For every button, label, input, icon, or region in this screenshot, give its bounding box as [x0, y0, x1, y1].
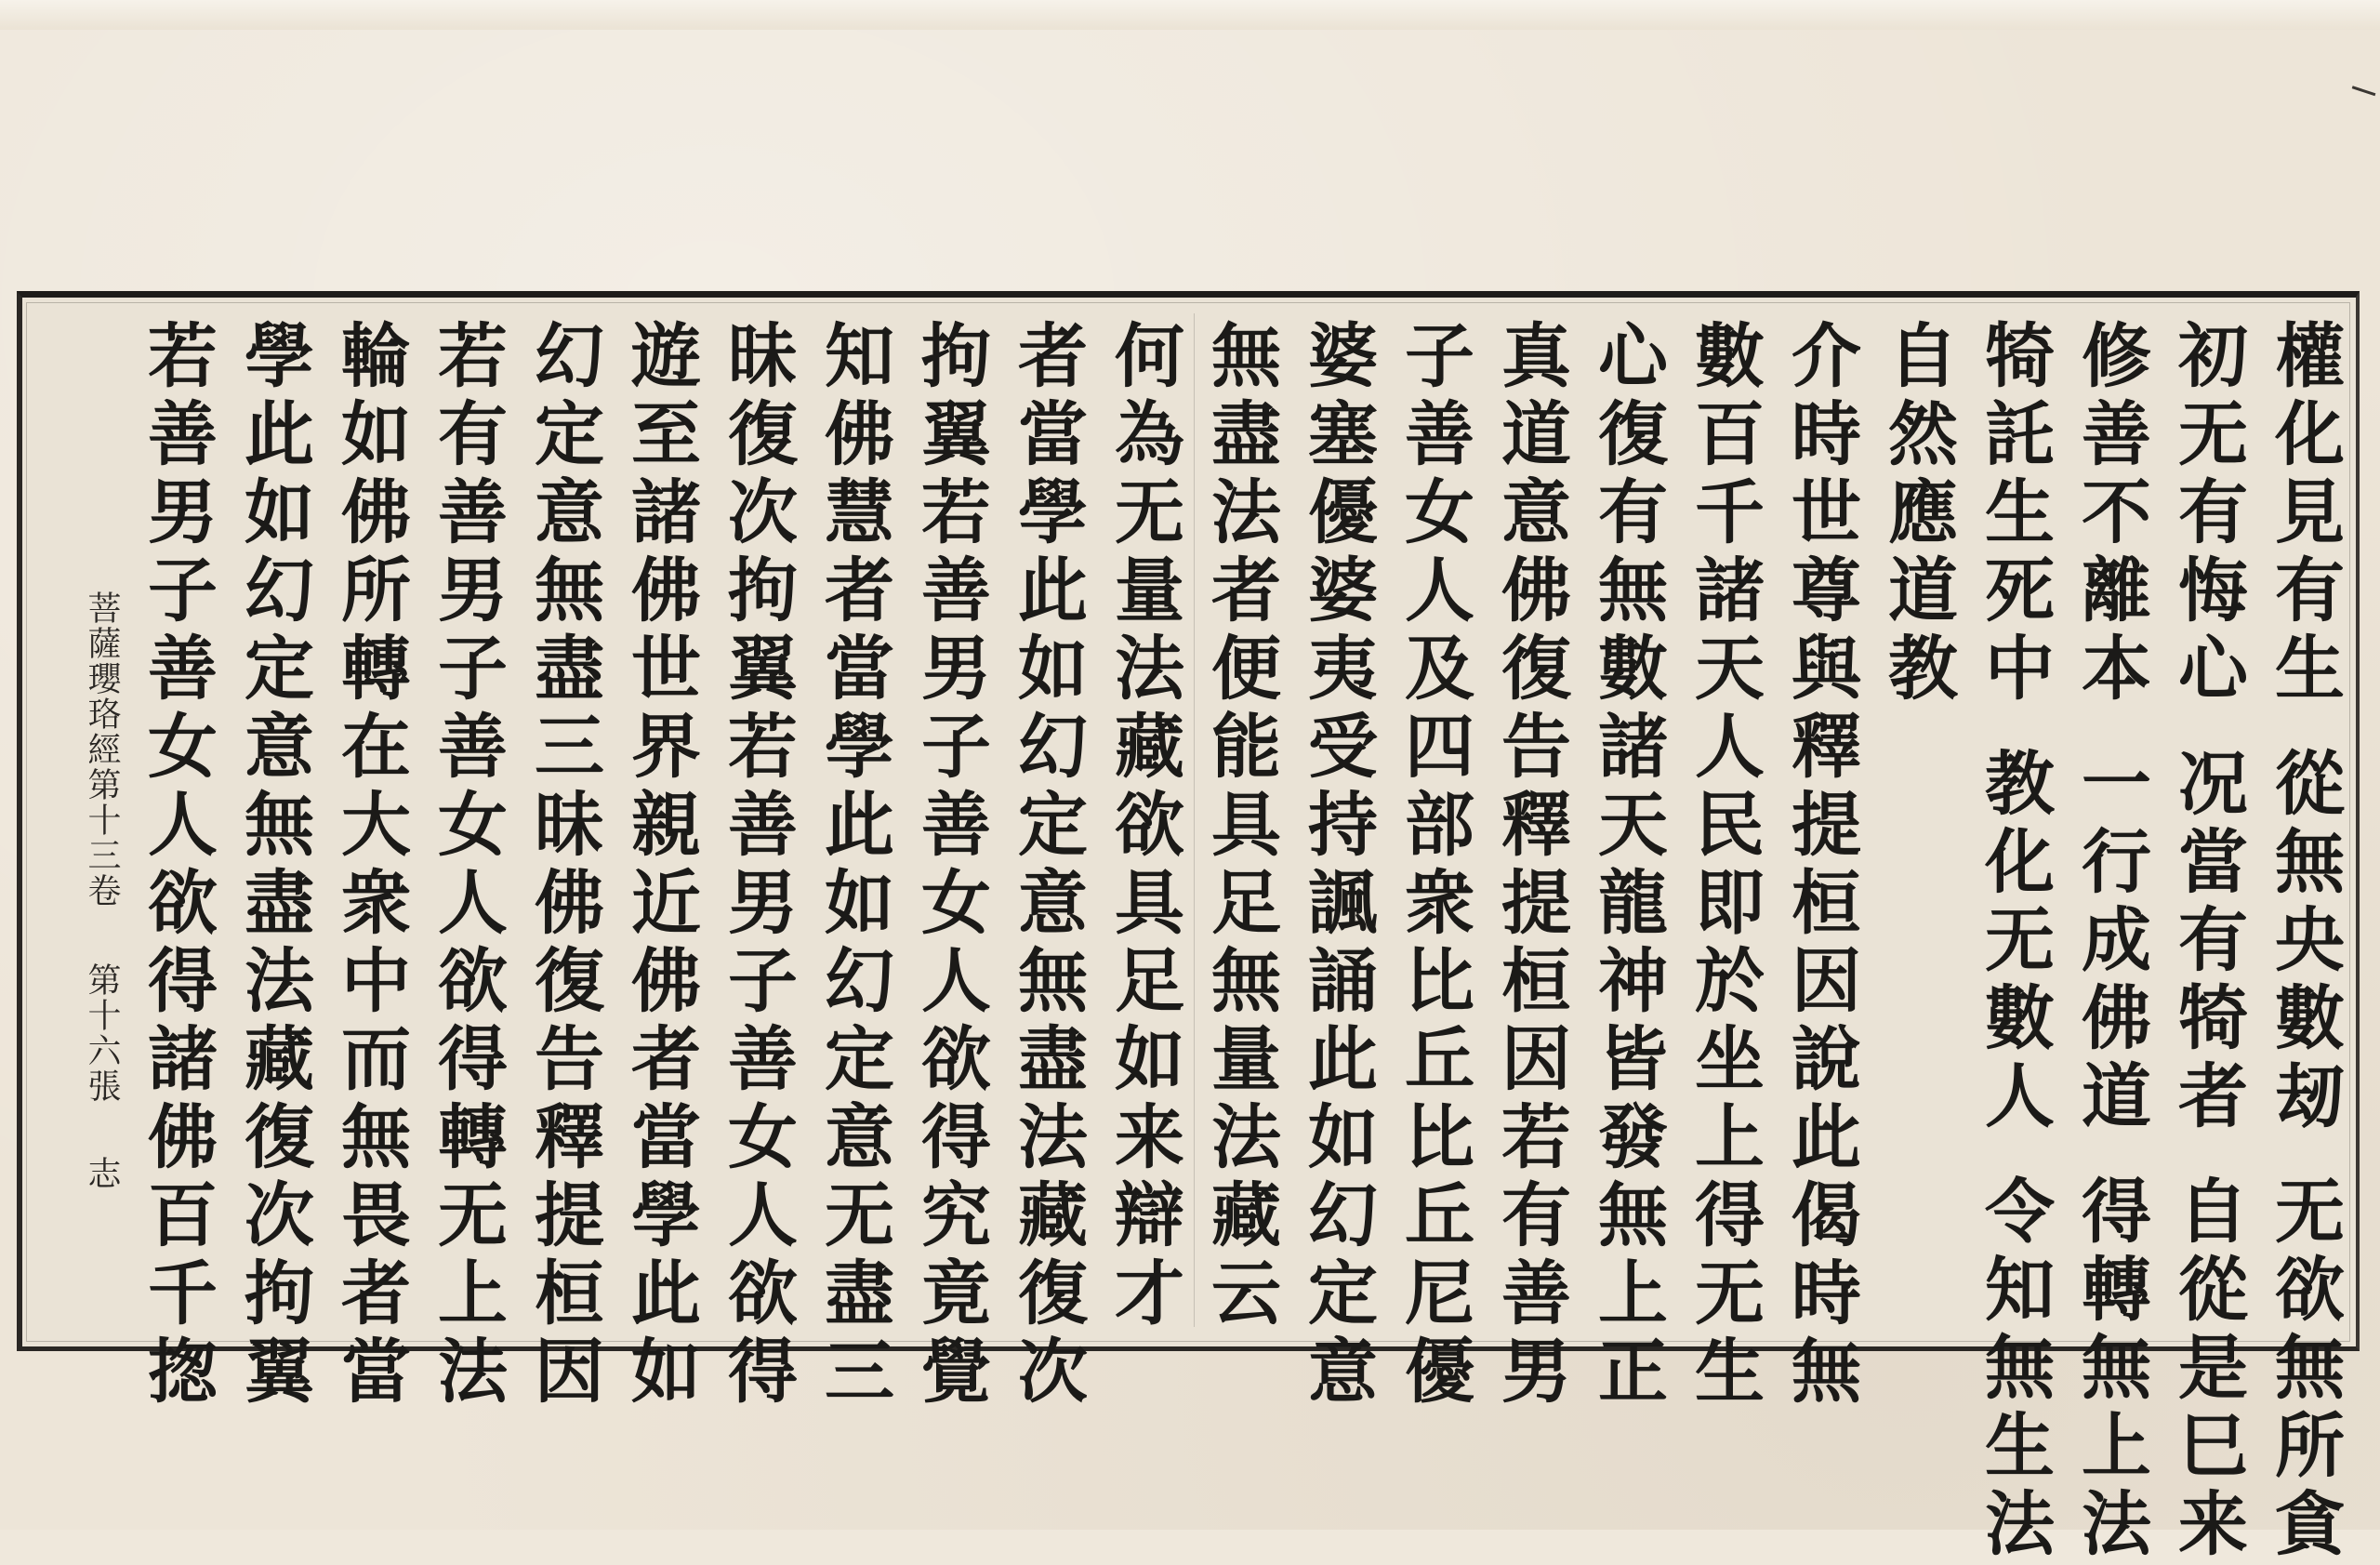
verse-phrase: 自從是巳来 — [2167, 1174, 2249, 1565]
verse-phrase: 得轉無上法 — [2070, 1174, 2152, 1565]
verse-column-5 — [1877, 319, 1959, 710]
verse-column-3 — [2070, 319, 2152, 1565]
text-column-17: 昧復次拘翼若善男子善女人欲得 — [717, 319, 799, 1412]
column-divider — [1194, 313, 1195, 1327]
verse-column-4 — [1974, 319, 2056, 1565]
text-column-12: 無盡法者便能具足無量法藏云 — [1200, 319, 1282, 1334]
text-column-22: 學此如幻定意無盡法藏復次拘翼 — [233, 319, 315, 1412]
page-fold — [0, 0, 2380, 30]
sheet-number: 第十六張 — [83, 962, 121, 1104]
text-column-18: 遊至諸佛世界親近佛者當學此如 — [620, 319, 702, 1412]
text-column-14: 者當學此如幻定意無盡法藏復次 — [1007, 319, 1089, 1412]
verse-column-1 — [2264, 319, 2346, 1565]
verse-column-2 — [2167, 319, 2249, 1565]
verse-phrase: 初无有悔心 — [2167, 319, 2249, 710]
text-column-10: 子善女人及四部衆比丘比丘尼優 — [1394, 319, 1475, 1412]
carver-mark: 志 — [83, 1156, 121, 1191]
verse-phrase: 從無央數刼 — [2264, 747, 2346, 1137]
text-column-15: 拘翼若善男子善女人欲得究竟覺 — [910, 319, 992, 1412]
verse-phrase: 教化无數人 — [1974, 747, 2056, 1137]
verse-phrase: 修善不離本 — [2070, 319, 2152, 710]
verse-phrase: 權化見有生 — [2264, 319, 2346, 710]
text-column-11: 婆塞優婆夷受持諷誦此如幻定意 — [1297, 319, 1379, 1412]
verse-phrase: 令知無生法 — [1974, 1174, 2056, 1565]
verse-phrase: 况當有犄者 — [2167, 747, 2249, 1137]
verse-phrase: 一行成佛道 — [2070, 747, 2152, 1137]
text-column-9: 真道意佛復告釋提桓因若有善男 — [1490, 319, 1572, 1412]
verse-phrase: 自然應道教 — [1877, 319, 1959, 710]
text-column-6: 介時世尊與釋提桓因說此偈時無 — [1780, 319, 1862, 1412]
verse-phrase: 无欲無所貪 — [2264, 1174, 2346, 1565]
text-column-16: 知佛慧者當學此如幻定意无盡三 — [813, 319, 895, 1412]
text-column-8: 心復有無數諸天龍神皆發無上正 — [1587, 319, 1669, 1412]
volume-title: 菩薩瓔珞經第十三卷 — [83, 590, 121, 908]
verse-phrase: 犄託生死中 — [1974, 319, 2056, 710]
text-column-13: 何為无量法藏欲具足如来辯才 — [1104, 319, 1185, 1334]
text-column-7: 數百千諸天人民即於坐上得无生 — [1684, 319, 1765, 1412]
text-column-19: 幻定意無盡三昧佛復告釋提桓因 — [523, 319, 605, 1412]
text-column-21: 輪如佛所轉在大衆中而無畏者當 — [330, 319, 412, 1412]
woodblock-print-frame — [17, 291, 2360, 1565]
text-column-23: 若善男子善女人欲得諸佛百千揔 — [137, 319, 218, 1412]
text-column-20: 若有善男子善女人欲得轉无上法 — [427, 319, 509, 1412]
